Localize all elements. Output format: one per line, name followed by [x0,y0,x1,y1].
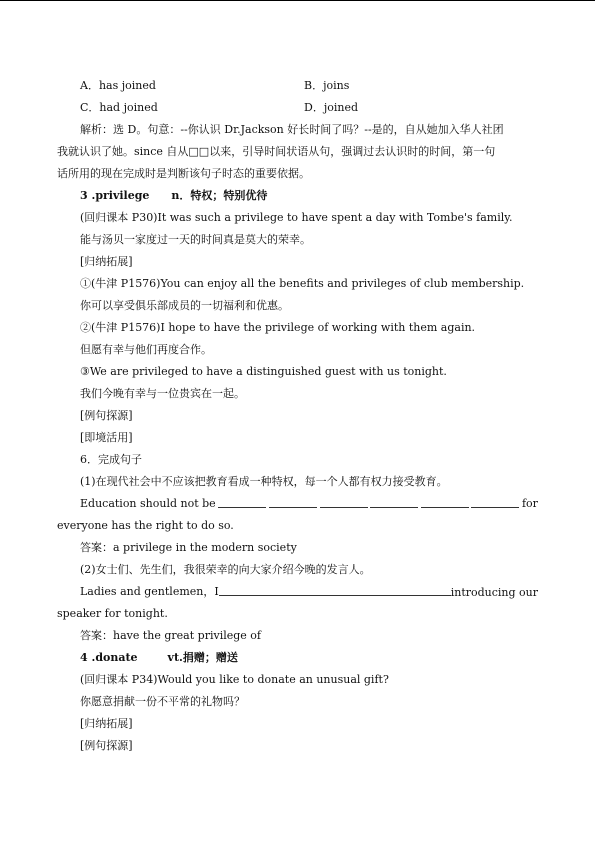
exercise-6-q1-en-line-2: everyone has the right to do so. [57,519,234,532]
exercise-6-q2-zh: (2)女士们、先生们，我很荣幸的向大家介绍今晚的发言人。 [80,563,371,576]
answer-blank[interactable] [269,497,317,508]
option-b: B．joins [304,79,350,92]
answer-blank[interactable] [358,585,405,596]
analysis-line-2: 我就认识了她。since 自从□□以来，引导时间状语从句，强调过去认识时的时间，第一句 [57,145,496,158]
entry-3-item-1-zh: 你可以享受俱乐部成员的一切福利和优惠。 [80,299,289,312]
exercise-6-q2-en-line-2: speaker for tonight. [57,607,168,620]
exercise-6-q1-en [80,497,538,511]
answer-blank[interactable] [219,585,266,596]
entry-3-summary-tag: [归纳拓展] [80,255,133,268]
entry-3-item-1-en: ①(牛津 P1576)You can enjoy all the benefits and privileges of club membership. [80,277,525,290]
entry-4-meaning: vt.捐赠；赠送 [167,651,238,664]
option-c: C．had joined [80,101,158,114]
entry-3-word: 3 .privilege [80,189,150,202]
answer-blank[interactable] [471,497,519,508]
entry-3-heading [80,189,538,203]
entry-3-item-2-en: ②(牛津 P1576)I hope to have the privilege of working with them again. [80,321,476,334]
answer-blank[interactable] [265,585,312,596]
exercise-6-answer-2: 答案：have the great privilege of [80,629,261,642]
entry-4-summary-tag: [归纳拓展] [80,717,133,730]
answer-blank[interactable] [320,497,368,508]
analysis-line-3: 话所用的现在完成时是判断该句子时态的重要依据。 [57,167,310,180]
entry-3-example-en: (回归课本 P30)It was such a privilege to have spent a day with Tombe's family. [80,211,513,224]
entry-3-apply-tag: [即境活用] [80,431,133,444]
entry-4-example-tag: [例句探源] [80,739,133,752]
exercise-6-q1-zh: (1)在现代社会中不应该把教育看成一种特权，每一个人都有权力接受教育。 [80,475,448,488]
top-rule [0,0,595,1]
answer-blank[interactable] [421,497,469,508]
exercise-6-q2-en [80,585,538,600]
answer-blank[interactable] [405,585,451,596]
entry-3-item-2-zh: 但愿有幸与他们再度合作。 [80,343,212,356]
answer-blank[interactable] [312,585,359,596]
option-a: A．has joined [80,79,156,92]
answer-blank[interactable] [370,497,418,508]
exercise-6-answer-1: 答案：a privilege in the modern society [80,541,297,554]
entry-4-word: 4 .donate [80,651,138,664]
q2-tail [405,585,538,600]
entry-4-heading [80,651,538,665]
exercise-6-title: 6．完成句子 [80,453,142,466]
q2-en-start: Ladies and gentlemen，I [80,585,219,598]
option-d: D．joined [304,101,359,114]
q1-en-end: for [521,497,538,510]
option-row-ab [80,79,538,93]
entry-3-meaning: n．特权；特别优待 [171,189,268,202]
entry-4-example-en: (回归课本 P34)Would you like to donate an unusual gift? [80,673,389,686]
answer-blank[interactable] [218,497,266,508]
option-row-cd [80,101,538,115]
entry-3-example-tag: [例句探源] [80,409,133,422]
entry-3-item-3-zh: 我们今晚有幸与一位贵宾在一起。 [80,387,245,400]
q2-en-end: introducing our [450,586,539,599]
entry-4-example-zh: 你愿意捐献一份不平常的礼物吗？ [80,695,245,708]
q1-en-start: Education should not be [80,497,216,510]
analysis-line-1: 解析：选 D。句意：--你认识 Dr.Jackson 好长时间了吗？--是的，自从她加入华人社团 [80,123,504,136]
entry-3-item-3-en: ③We are privileged to have a distinguished guest with us tonight. [80,365,447,378]
entry-3-example-zh: 能与汤贝一家度过一天的时间真是莫大的荣幸。 [80,233,311,246]
